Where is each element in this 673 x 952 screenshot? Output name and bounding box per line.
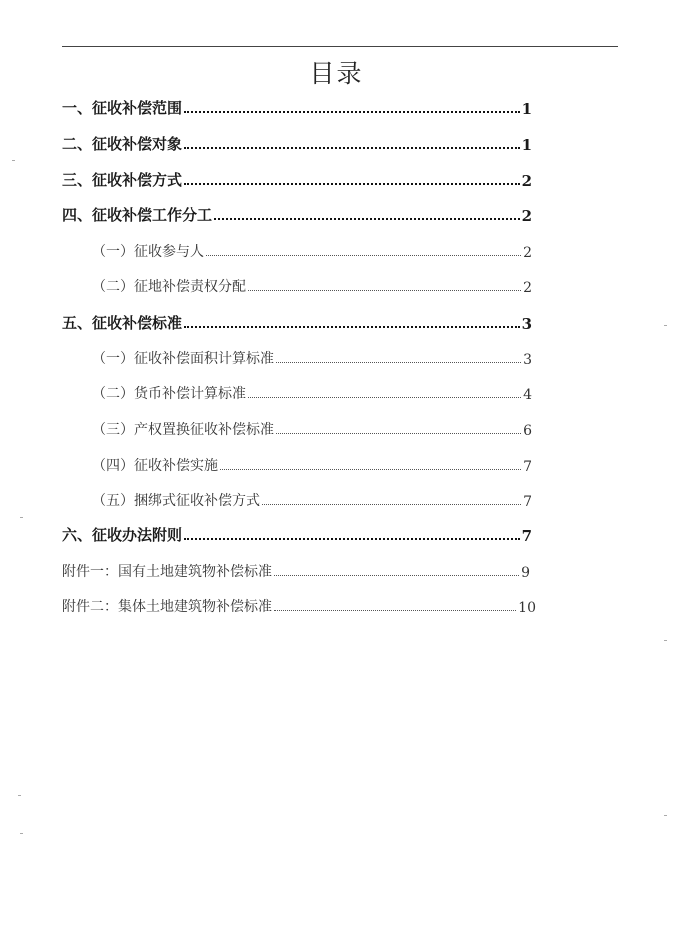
toc-entry-page: 2 <box>521 207 532 225</box>
toc-entry-label: （一）征收参与人 <box>92 244 204 260</box>
toc-leader-dots <box>206 255 521 256</box>
toc-leader-dots <box>276 362 521 363</box>
toc-entry-page: 9 <box>521 565 530 581</box>
toc-entry-label: （三）产权置换征收补偿标准 <box>92 422 274 438</box>
toc-entry-label: （二）征地补偿责权分配 <box>92 279 246 295</box>
scan-speck <box>20 517 23 518</box>
toc-entry-page: 7 <box>523 494 532 510</box>
toc-subentry-4-2 <box>92 272 532 296</box>
toc-entry-5 <box>62 309 532 333</box>
toc-entry-label: 三、征收补偿方式 <box>62 171 183 189</box>
scan-speck <box>664 325 667 326</box>
scan-speck <box>20 833 23 834</box>
toc-leader-dots <box>274 575 519 576</box>
toc-entry-label: （四）征收补偿实施 <box>92 458 218 474</box>
toc-entry-page: 10 <box>518 600 536 616</box>
toc-entry-page: 3 <box>523 352 532 368</box>
toc-leader-dots <box>248 290 521 291</box>
toc-leader-dots <box>220 469 521 470</box>
toc-entry-1 <box>62 94 532 118</box>
toc-entry-4 <box>62 201 532 225</box>
toc-subentry-5-1 <box>92 344 532 368</box>
toc-leader-dots <box>248 397 521 398</box>
toc-entry-label: 一、征收补偿范围 <box>62 99 183 117</box>
scan-speck <box>664 640 667 641</box>
toc-entry-page: 2 <box>521 172 532 190</box>
toc-attachment-1 <box>62 557 530 581</box>
toc-entry-page: 1 <box>521 100 532 118</box>
toc-leader-dots <box>184 111 520 113</box>
toc-entry-2 <box>62 130 532 154</box>
toc-leader-dots <box>262 504 521 505</box>
toc-leader-dots <box>184 147 520 149</box>
scan-speck <box>664 815 667 816</box>
toc-entry-page: 1 <box>521 136 532 154</box>
toc-subentry-4-1 <box>92 237 532 261</box>
toc-entry-page: 6 <box>523 423 532 439</box>
toc-leader-dots <box>184 183 520 185</box>
toc-entry-page: 7 <box>523 459 532 475</box>
toc-subentry-5-3 <box>92 415 532 439</box>
toc-entry-label: （五）捆绑式征收补偿方式 <box>92 493 260 509</box>
toc-entry-6 <box>62 521 532 545</box>
toc-subentry-5-4 <box>92 451 532 475</box>
toc-leader-dots <box>184 538 520 540</box>
toc-attachment-2 <box>62 592 536 616</box>
toc-entry-label: （一）征收补偿面积计算标准 <box>92 351 274 367</box>
toc-entry-label: 附件二：集体土地建筑物补偿标准 <box>62 599 272 615</box>
toc-entry-page: 4 <box>523 387 532 403</box>
toc-entry-page: 2 <box>523 280 532 296</box>
toc-entry-label: 六、征收办法附则 <box>62 526 183 544</box>
toc-leader-dots <box>214 218 520 220</box>
toc-leader-dots <box>274 610 516 611</box>
toc-subentry-5-5 <box>92 486 532 510</box>
toc-entry-label: （二）货币补偿计算标准 <box>92 386 246 402</box>
toc-entry-page: 2 <box>523 245 532 261</box>
toc-entry-label: 四、征收补偿工作分工 <box>62 206 213 224</box>
toc-leader-dots <box>184 326 520 328</box>
toc-entry-3 <box>62 166 532 190</box>
toc-subentry-5-2 <box>92 379 532 403</box>
scan-speck <box>18 795 21 796</box>
toc-entry-label: 附件一：国有土地建筑物补偿标准 <box>62 564 272 580</box>
toc-entry-label: 五、征收补偿标准 <box>62 314 183 332</box>
toc-entry-page: 7 <box>521 527 532 545</box>
toc-entry-label: 二、征收补偿对象 <box>62 135 183 153</box>
toc-entry-page: 3 <box>521 315 532 333</box>
toc-leader-dots <box>276 433 521 434</box>
toc-title: 目录 <box>309 59 364 88</box>
scan-speck <box>12 160 15 161</box>
